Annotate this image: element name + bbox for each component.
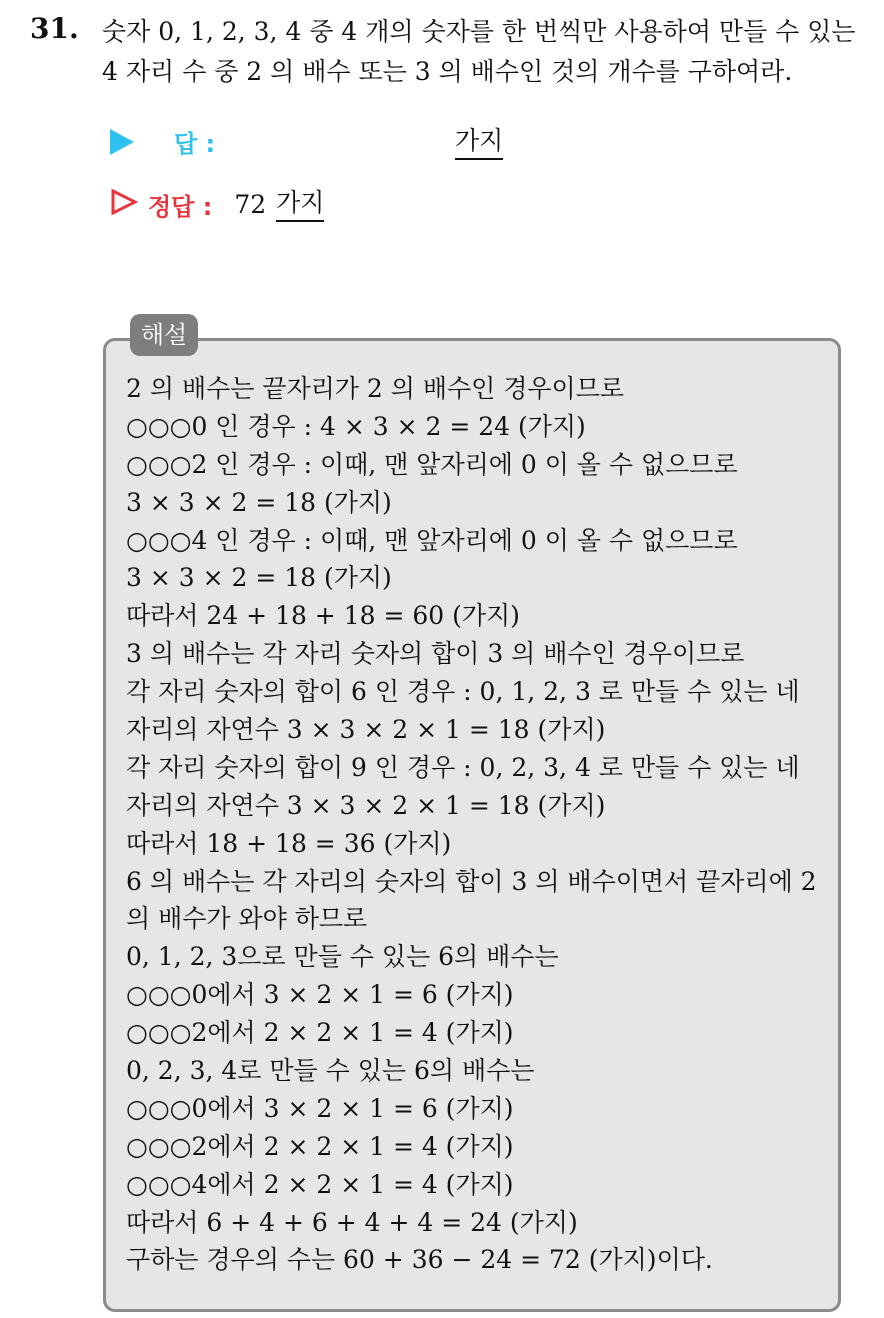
solution-line: ○○○4 인 경우 : 이때, 맨 앞자리에 0 이 올 수 없으므로 [126, 525, 738, 555]
solution-line: 0, 2, 3, 4로 만들 수 있는 6의 배수는 [126, 1056, 535, 1086]
play-triangle-icon [110, 129, 134, 155]
answer-label: 답 : [174, 130, 216, 158]
solution-line: 구하는 경우의 수는 60 + 36 − 24 = 72 (가지)이다. [126, 1245, 713, 1275]
problem [30, 12, 870, 92]
answer-unit: 가지 [455, 124, 503, 160]
correct-answer-unit: 가지 [276, 186, 324, 222]
solution-line: 3 × 3 × 2 = 18 (가지) [126, 487, 392, 517]
correct-answer-label: 정답 : [148, 192, 213, 221]
solution-line: ○○○0에서 3 × 2 × 1 = 6 (가지) [126, 980, 514, 1010]
solution-line: ○○○2에서 2 × 2 × 1 = 4 (가지) [126, 1131, 514, 1161]
solution-line: 3 × 3 × 2 = 18 (가지) [126, 563, 392, 593]
solution-line: 따라서 24 + 18 + 18 = 60 (가지) [126, 601, 520, 631]
question-line: 4 자리 수 중 2 의 배수 또는 3 의 배수인 것의 개수를 구하여라. [102, 57, 793, 86]
solution-line: ○○○4에서 2 × 2 × 1 = 4 (가지) [126, 1169, 514, 1199]
solution-lines [126, 370, 826, 1279]
solution-line: 자리의 자연수 3 × 3 × 2 × 1 = 18 (가지) [126, 790, 606, 820]
outline-triangle-icon [110, 188, 138, 220]
solution-line: ○○○2 인 경우 : 이때, 맨 앞자리에 0 이 올 수 없으므로 [126, 449, 738, 479]
solution-line: 3 의 배수는 각 자리 숫자의 합이 3 의 배수인 경우이므로 [126, 639, 745, 669]
correct-answer-row [110, 186, 324, 222]
question-line: 숫자 0, 1, 2, 3, 4 중 4 개의 숫자를 한 번씩만 사용하여 만들 수 있는 [102, 17, 856, 46]
solution-line: 2 의 배수는 끝자리가 2 의 배수인 경우이므로 [126, 374, 624, 403]
solution-line: 0, 1, 2, 3으로 만들 수 있는 6의 배수는 [126, 942, 559, 972]
solution-line: ○○○0에서 3 × 2 × 1 = 6 (가지) [126, 1093, 514, 1123]
question-number: 31. [30, 12, 79, 45]
solution-line: 따라서 6 + 4 + 6 + 4 + 4 = 24 (가지) [126, 1207, 578, 1237]
solution-line: ○○○2에서 2 × 2 × 1 = 4 (가지) [126, 1018, 514, 1048]
answer-row [110, 124, 215, 159]
solution-line: 따라서 18 + 18 = 36 (가지) [126, 828, 452, 858]
solution-line: 자리의 자연수 3 × 3 × 2 × 1 = 18 (가지) [126, 715, 606, 745]
question-text [102, 12, 870, 92]
solution-tag: 해설 [130, 314, 198, 356]
solution-line: ○○○0 인 경우 : 4 × 3 × 2 = 24 (가지) [126, 411, 586, 441]
solution-line: 6 의 배수는 각 자리의 숫자의 합이 3 의 배수이면서 끝자리에 2 [126, 866, 817, 896]
solution-line: 각 자리 숫자의 합이 6 인 경우 : 0, 1, 2, 3 로 만들 수 있는 네 [126, 677, 800, 707]
correct-answer-value: 72 [234, 189, 267, 219]
solution-line: 각 자리 숫자의 합이 9 인 경우 : 0, 2, 3, 4 로 만들 수 있는 네 [126, 752, 800, 782]
solution-line: 의 배수가 와야 하므로 [126, 904, 368, 934]
